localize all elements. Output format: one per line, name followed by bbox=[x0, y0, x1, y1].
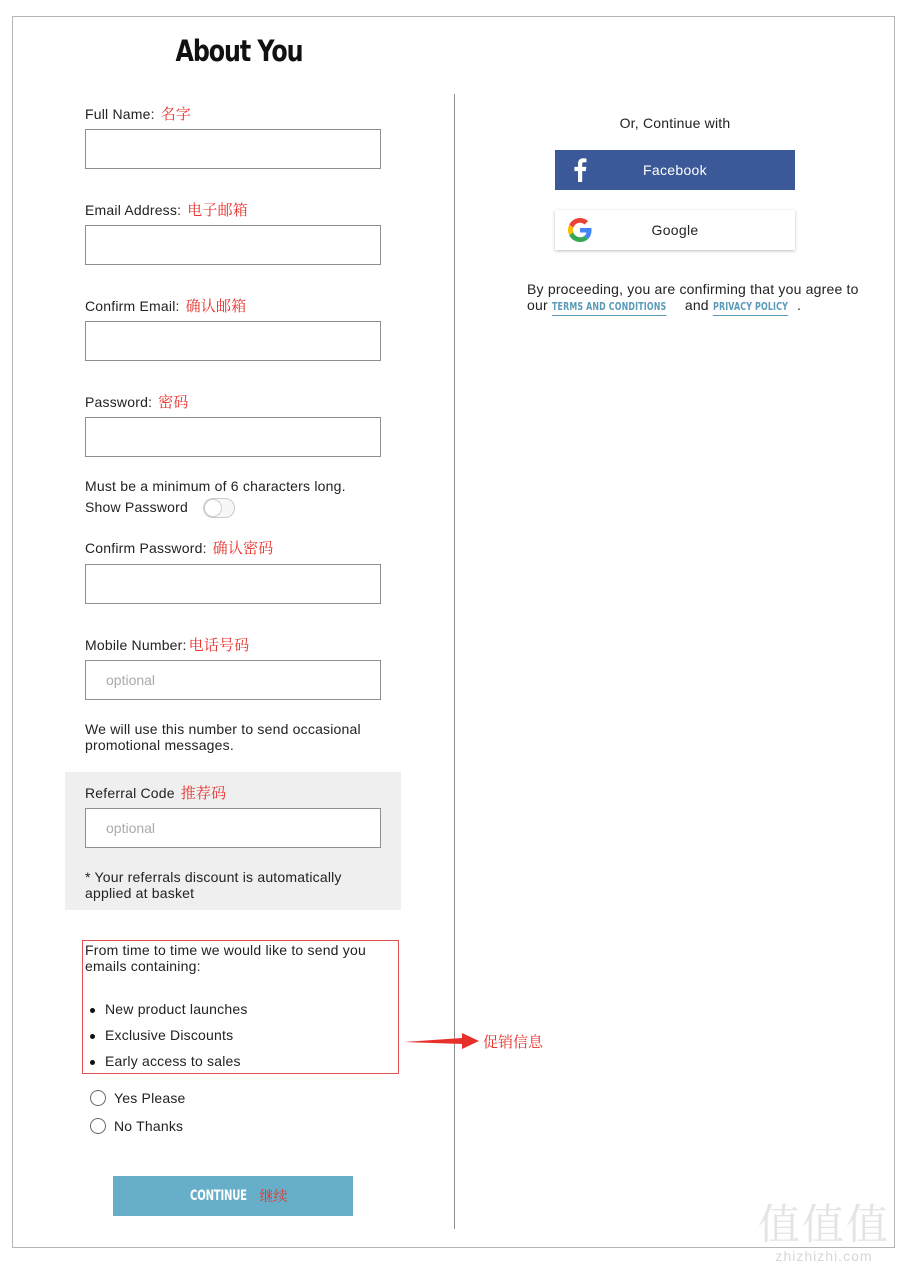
confirm-password-input[interactable] bbox=[86, 565, 380, 603]
confirm-password-label: Confirm Password: 确认密码 bbox=[85, 540, 274, 557]
full-name-field[interactable] bbox=[85, 129, 381, 169]
facebook-label: Facebook bbox=[643, 162, 707, 178]
show-password-toggle[interactable] bbox=[203, 498, 235, 518]
referral-label: Referral Code 推荐码 bbox=[85, 785, 227, 802]
google-button[interactable] bbox=[555, 210, 795, 250]
confirm-email-input[interactable] bbox=[86, 322, 380, 360]
email-field[interactable] bbox=[85, 225, 381, 265]
password-label: Password: 密码 bbox=[85, 394, 189, 411]
confirm-email-field[interactable] bbox=[85, 321, 381, 361]
password-field[interactable] bbox=[85, 417, 381, 457]
mobile-field[interactable] bbox=[85, 660, 381, 700]
opt-in-yes-radio[interactable]: Yes Please bbox=[90, 1090, 186, 1107]
confirm-password-annotation: 确认密码 bbox=[212, 540, 274, 557]
toggle-knob bbox=[204, 499, 222, 517]
email-label: Email Address: 电子邮箱 bbox=[85, 202, 248, 219]
arrow-right-icon bbox=[404, 1032, 480, 1050]
referral-input[interactable] bbox=[86, 809, 380, 847]
confirm-email-label: Confirm Email: 确认邮箱 bbox=[85, 298, 247, 315]
terms-link[interactable]: TERMS AND CONDITIONS bbox=[552, 299, 666, 316]
social-heading: Or, Continue with bbox=[619, 115, 731, 131]
referral-note: * Your referrals discount is automatically applied at basket bbox=[85, 869, 342, 901]
mobile-hint: We will use this number to send occasional promotional messages. bbox=[85, 721, 361, 753]
mobile-input[interactable] bbox=[86, 661, 380, 699]
opt-in-no-radio[interactable]: No Thanks bbox=[90, 1118, 183, 1135]
radio-circle-icon[interactable] bbox=[90, 1118, 106, 1134]
list-item: Exclusive Discounts bbox=[83, 1027, 248, 1053]
watermark-url: zhizhizhi.com bbox=[775, 1248, 873, 1264]
list-item: Early access to sales bbox=[83, 1053, 248, 1079]
watermark bbox=[749, 1202, 899, 1264]
list-item: New product launches bbox=[83, 1001, 248, 1027]
mobile-annotation: 电话号码 bbox=[188, 637, 250, 654]
full-name-label: Full Name: 名字 bbox=[85, 106, 192, 123]
email-input[interactable] bbox=[86, 226, 380, 264]
mobile-label: Mobile Number: 电话号码 bbox=[85, 637, 250, 654]
facebook-button[interactable] bbox=[555, 150, 795, 190]
referral-annotation: 推荐码 bbox=[180, 785, 227, 802]
watermark-logo: 值值值 bbox=[757, 1200, 890, 1249]
page-title: About You bbox=[175, 34, 303, 68]
google-label: Google bbox=[651, 222, 699, 238]
promo-emails-box bbox=[82, 940, 399, 1074]
promo-list bbox=[83, 1001, 248, 1079]
password-input[interactable] bbox=[86, 418, 380, 456]
show-password-label: Show Password bbox=[85, 499, 188, 515]
radio-circle-icon[interactable] bbox=[90, 1090, 106, 1106]
legal-text: By proceeding, you are confirming that you agree to our TERMS AND CONDITIONS and PRIVACY POLICY . bbox=[527, 281, 867, 316]
column-divider bbox=[454, 94, 455, 1229]
continue-label: CONTINUE bbox=[189, 1188, 247, 1204]
referral-field[interactable] bbox=[85, 808, 381, 848]
password-hint: Must be a minimum of 6 characters long. bbox=[85, 478, 346, 494]
confirm-email-annotation: 确认邮箱 bbox=[185, 298, 247, 315]
promo-annotation: 促销信息 bbox=[483, 1034, 544, 1051]
password-annotation: 密码 bbox=[158, 394, 189, 411]
email-annotation: 电子邮箱 bbox=[187, 202, 248, 219]
privacy-link[interactable]: PRIVACY POLICY bbox=[713, 299, 788, 316]
confirm-password-field[interactable] bbox=[85, 564, 381, 604]
promo-intro: From time to time we would like to send you emails containing: bbox=[85, 942, 366, 974]
continue-annotation: 继续 bbox=[259, 1188, 288, 1204]
continue-button[interactable] bbox=[113, 1176, 353, 1216]
full-name-annotation: 名字 bbox=[160, 106, 192, 123]
full-name-input[interactable] bbox=[86, 130, 380, 168]
